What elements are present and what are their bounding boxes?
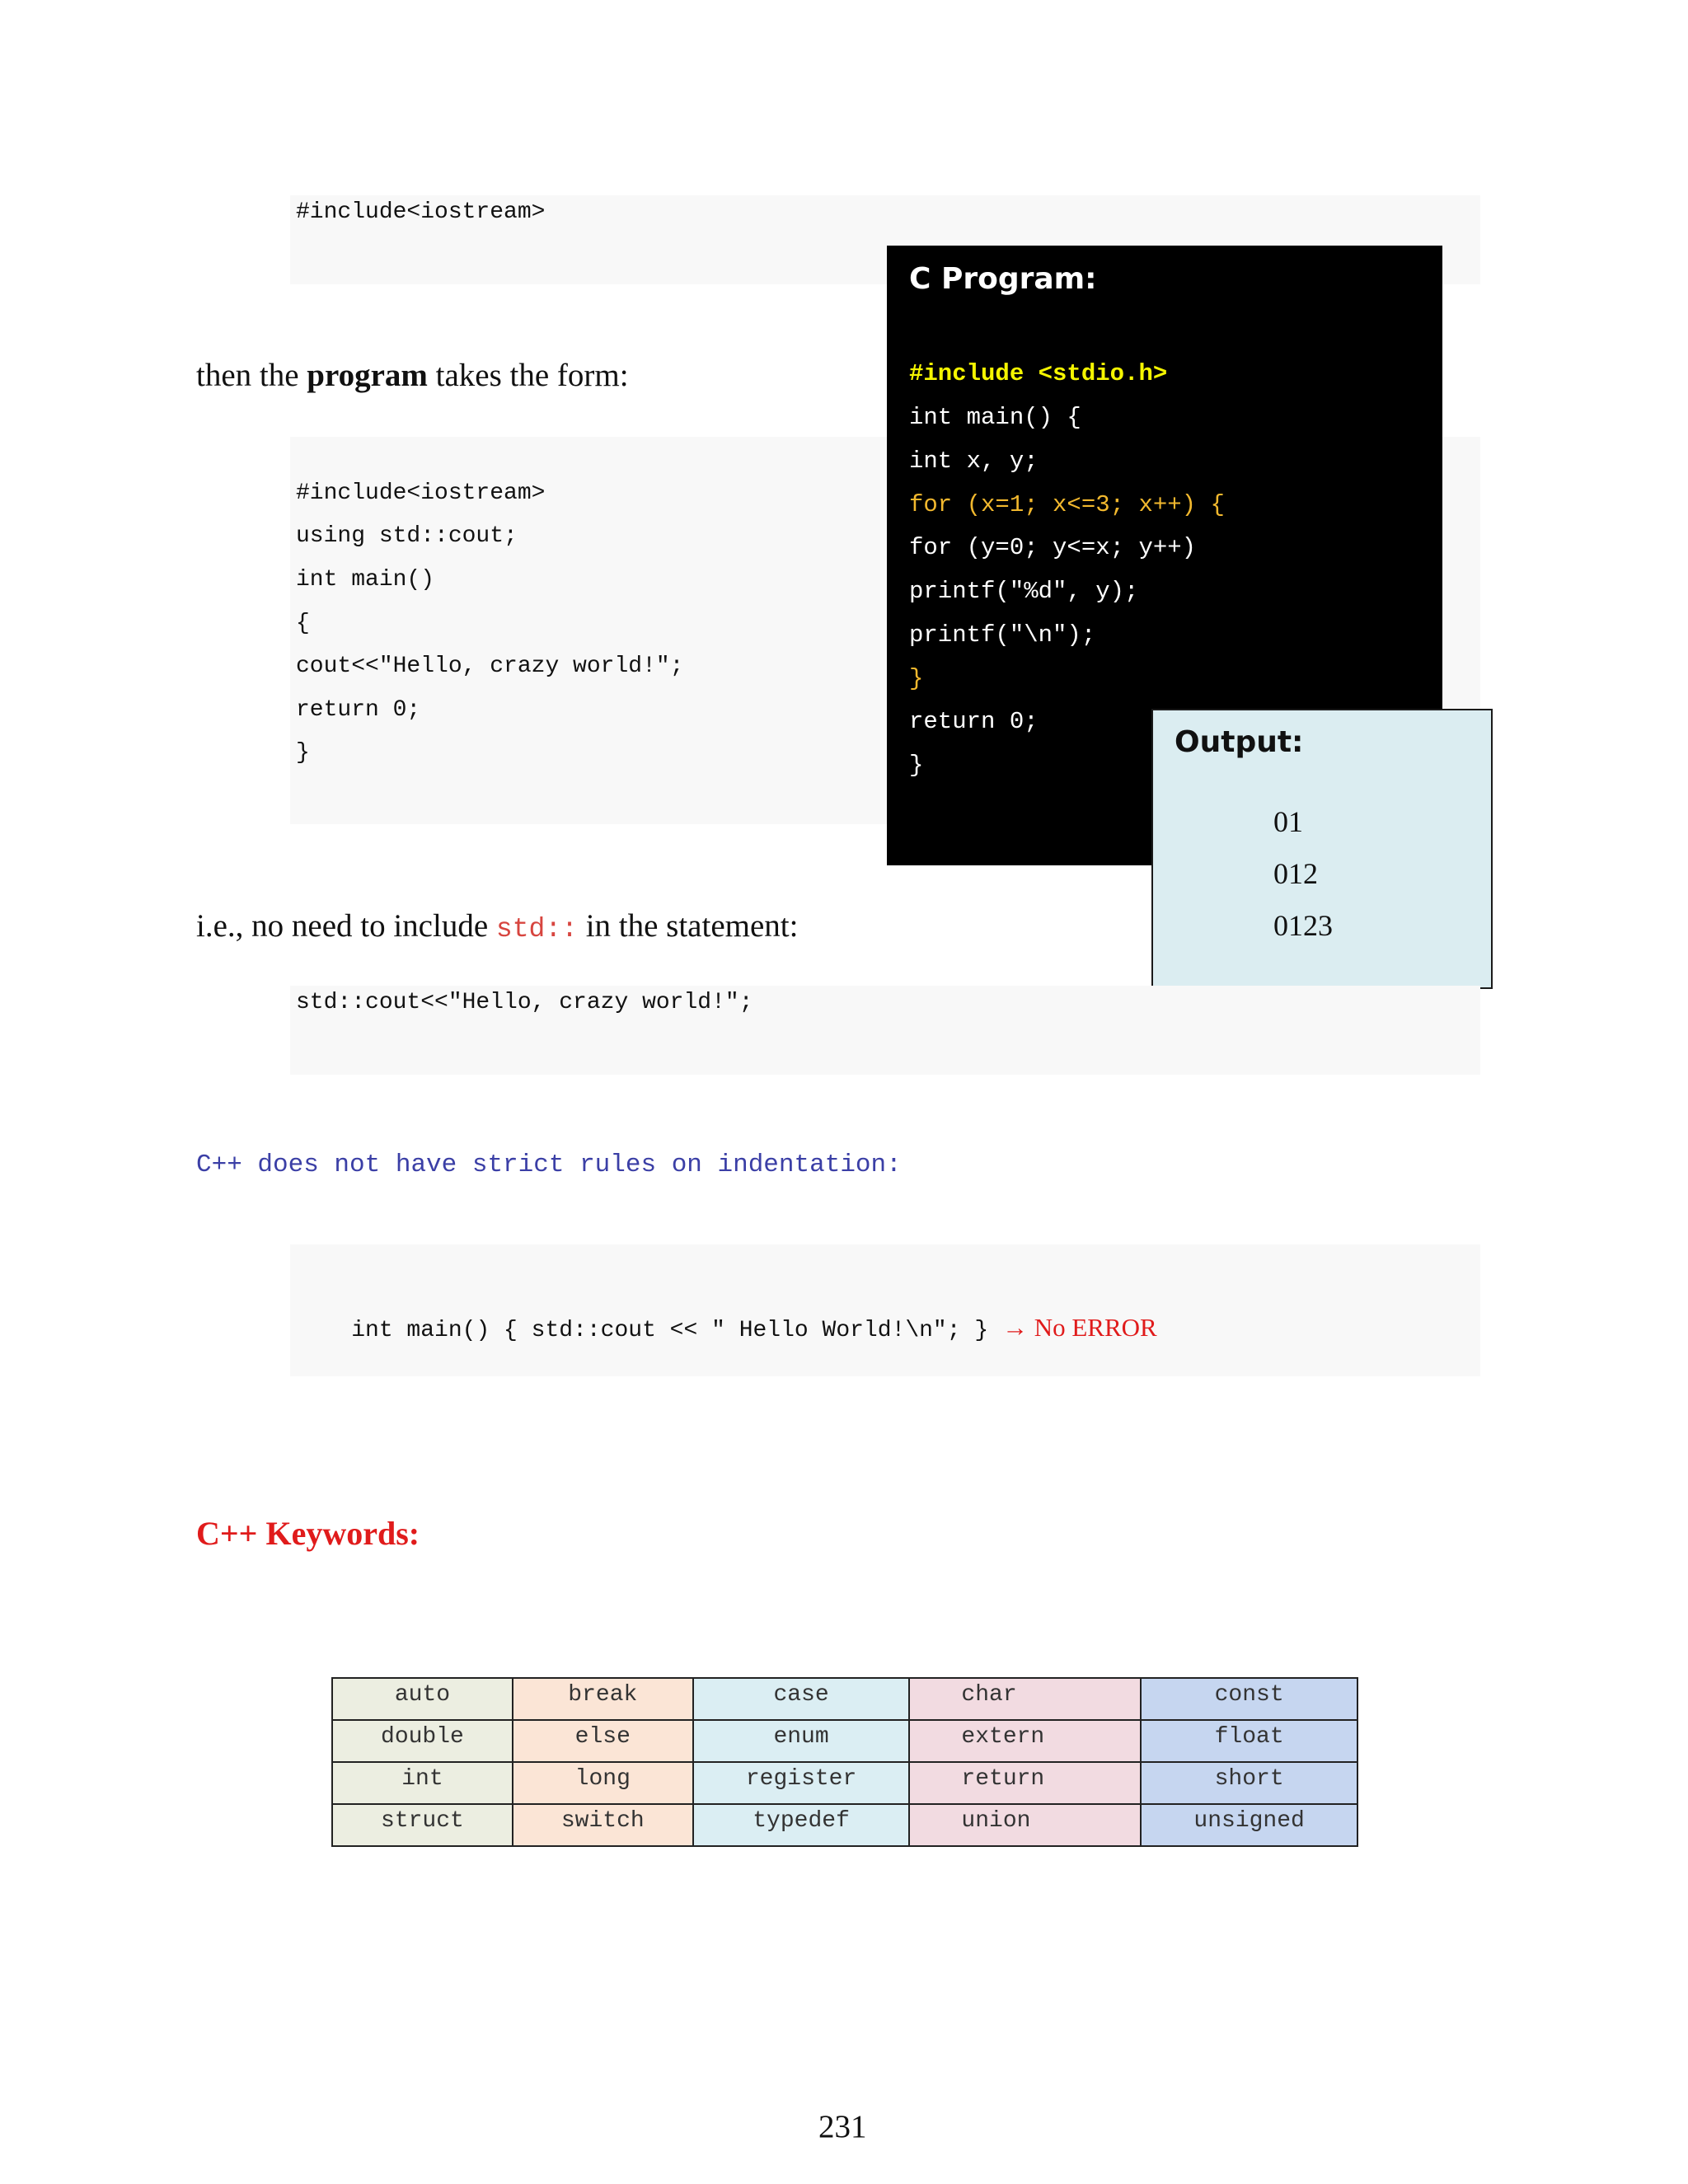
code-line: return 0; (296, 697, 421, 723)
keyword-cell: extern (909, 1720, 1141, 1762)
c-code-line: return 0; (909, 708, 1039, 735)
prose-text: i.e., no need to include (196, 908, 496, 944)
keyword-cell: unsigned (1141, 1804, 1357, 1846)
code-line: } (296, 740, 310, 766)
code-line: int main() (296, 567, 435, 593)
output-panel (1151, 709, 1493, 989)
table-row (332, 1804, 1357, 1846)
code-line: cout<<"Hello, crazy world!"; (296, 654, 684, 679)
keyword-cell: long (513, 1762, 693, 1804)
prose-program-form (196, 356, 629, 396)
code-line: #include<iostream> (296, 480, 546, 506)
keywords-heading: C++ Keywords: (196, 1515, 420, 1552)
code-block-std-cout (290, 986, 1480, 1075)
keyword-cell: double (332, 1720, 513, 1762)
prose-no-need (196, 907, 798, 949)
keyword-cell: auto (332, 1678, 513, 1720)
keyword-cell: switch (513, 1804, 693, 1846)
c-code-line: int main() { (909, 404, 1081, 431)
output-line: 012 (1273, 857, 1318, 890)
c-code-line: } (909, 665, 924, 692)
c-code-line: #include <stdio.h> (909, 360, 1168, 387)
code-block-one-line (290, 1244, 1480, 1376)
table-row (332, 1678, 1357, 1720)
c-code-line: printf("\n"); (909, 621, 1096, 649)
keyword-cell: break (513, 1678, 693, 1720)
output-line: 01 (1273, 805, 1303, 838)
indent-note: C++ does not have strict rules on indentation: (196, 1151, 902, 1179)
arrow-icon: → (1001, 1313, 1028, 1342)
code-line: std::cout<<"Hello, crazy world!"; (296, 990, 753, 1015)
keyword-cell: enum (693, 1720, 910, 1762)
table-row (332, 1720, 1357, 1762)
code-line (296, 1286, 1157, 1373)
keywords-table (331, 1677, 1358, 1847)
code-line: using std::cout; (296, 523, 518, 549)
code-line: { (296, 611, 310, 636)
c-code-line: for (x=1; x<=3; x++) { (909, 491, 1225, 518)
code-text: int main() { std::cout << " Hello World!\n"; } (351, 1318, 989, 1343)
keyword-cell: struct (332, 1804, 513, 1846)
c-program-title: C Program: (909, 262, 1097, 296)
output-line: 0123 (1273, 909, 1333, 942)
prose-bold: program (307, 358, 428, 393)
code-line: #include<iostream> (296, 199, 546, 225)
keyword-cell: const (1141, 1678, 1357, 1720)
output-title: Output: (1175, 725, 1304, 759)
page-number: 231 (818, 2109, 867, 2144)
prose-text: then the (196, 358, 307, 393)
keyword-cell: register (693, 1762, 910, 1804)
prose-text: in the statement: (577, 908, 799, 944)
keyword-cell: return (909, 1762, 1141, 1804)
inline-code: std:: (495, 914, 578, 944)
c-code-line: int x, y; (909, 448, 1039, 475)
c-code-line: } (909, 752, 924, 779)
no-error-note: No ERROR (1027, 1313, 1157, 1342)
keyword-cell: float (1141, 1720, 1357, 1762)
prose-text: takes the form: (427, 358, 629, 393)
keyword-cell: else (513, 1720, 693, 1762)
keyword-cell: short (1141, 1762, 1357, 1804)
keyword-cell: char (909, 1678, 1141, 1720)
keyword-cell: case (693, 1678, 910, 1720)
table-row (332, 1762, 1357, 1804)
c-code-line: printf("%d", y); (909, 578, 1139, 605)
c-code-line: for (y=0; y<=x; y++) (909, 534, 1197, 561)
keyword-cell: union (909, 1804, 1141, 1846)
keyword-cell: int (332, 1762, 513, 1804)
keyword-cell: typedef (693, 1804, 910, 1846)
